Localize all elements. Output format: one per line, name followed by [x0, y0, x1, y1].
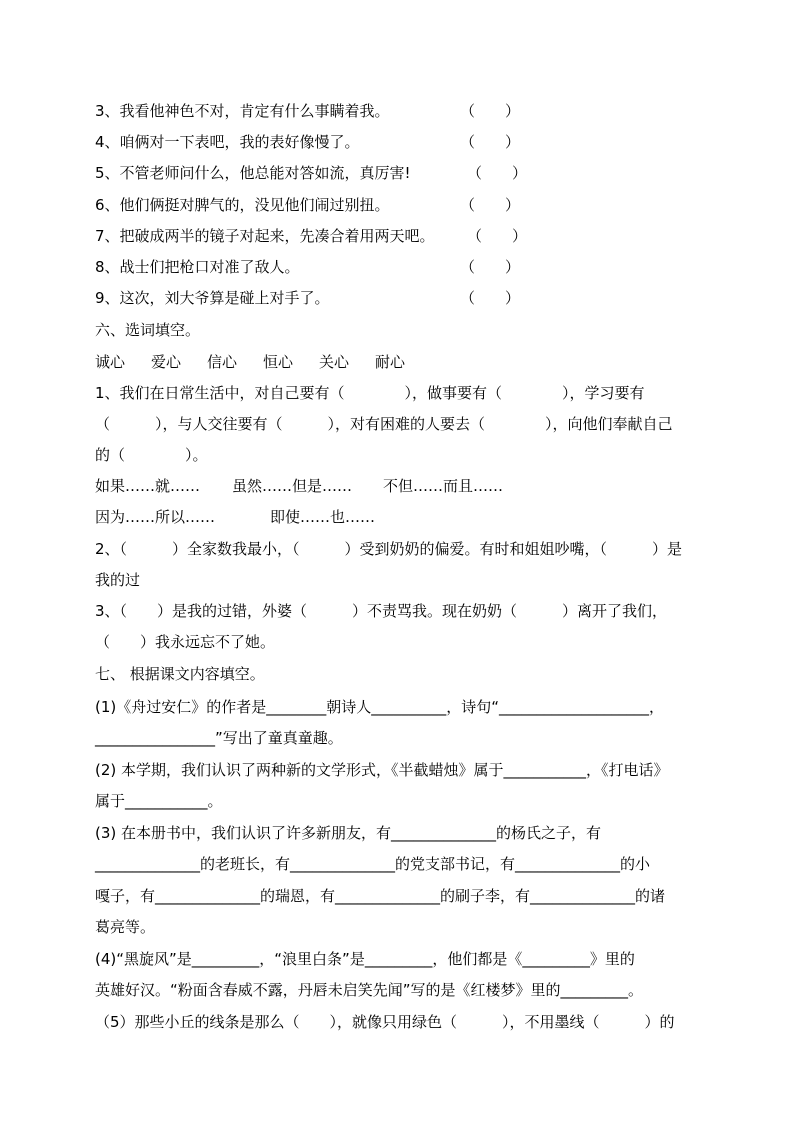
section-7-line-2: ________________”写出了童真童趣。	[95, 729, 343, 747]
section-7-line-3: (2) 本学期，我们认识了两种新的文学形式，《半截蜡烛》属于___________，《打电话》	[95, 761, 669, 779]
section-7-line-10: 英雄好汉。“粉面含春威不露，丹唇未启笑先闻”写的是《红楼梦》里的_________。	[95, 981, 644, 999]
section-7-line-1: (1)《舟过安仁》的作者是________朝诗人__________，诗句“____________________，	[95, 698, 665, 716]
fill-question-1-line-3: 的（ ）。	[95, 446, 208, 464]
word-bank-item: 信心	[207, 353, 238, 371]
section-7-line-9: (4)“黑旋风”是_________，“浪里白条”是_________，他们都是《_________》里的	[95, 950, 635, 968]
fill-question-3-line-1: 3、（ ）是我的过错，外婆（ ）不责骂我。现在奶奶（ ）离开了我们，	[95, 602, 668, 620]
fill-question-2-line-1: 2、（ ）全家数我最小，（ ）受到奶奶的偏爱。有时和姐姐吵嘴，（ ）是	[95, 540, 683, 558]
answer-paren: （ ）	[460, 196, 521, 214]
fill-question-1-line-2: （ ），与人交往要有（ ），对有困难的人要去（ ），向他们奉献自己	[95, 415, 673, 433]
section-7-line-8: 葛亮等。	[95, 918, 156, 936]
question-item-4: 4、咱俩对一下表吧，我的表好像慢了。 （ ）	[95, 133, 521, 151]
fill-question-1-line-1: 1、我们在日常生活中，对自己要有（ ），做事要有（ ），学习要有	[95, 384, 645, 402]
question-item-5: 5、不管老师问什么，他总能对答如流，真厉害! （ ）	[95, 164, 528, 182]
section-7-line-7: 嘎子，有______________的瑞恩，有______________的刷子李，有______________的诸	[95, 887, 666, 905]
answer-paren: （ ）	[460, 133, 521, 151]
fill-question-3-line-2: （ ）我永远忘不了她。	[95, 633, 276, 651]
section-7-line-6: ______________的老班长，有______________的党支部书记，有______________的小	[95, 855, 651, 873]
question-item-3: 3、我看他神色不对，肯定有什么事瞒着我。 （ ）	[95, 102, 521, 120]
question-item-6: 6、他们俩挺对脾气的，没见他们闹过别扭。 （ ）	[95, 196, 521, 214]
fill-question-2-line-2: 我的过	[95, 571, 141, 589]
conjunction-item: 虽然……但是……	[232, 477, 353, 495]
answer-paren: （ ）	[460, 289, 521, 307]
conjunction-item: 即使……也……	[270, 508, 376, 526]
word-bank-item: 耐心	[375, 353, 406, 371]
conjunction-item: 如果……就……	[95, 477, 201, 495]
conjunction-item: 不但……而且……	[383, 477, 504, 495]
word-bank-item: 诚心	[95, 353, 126, 371]
answer-paren: （ ）	[460, 258, 521, 276]
section-7-line-11: （5）那些小丘的线条是那么（ ），就像只用绿色（ ），不用墨线（ ）的	[95, 1013, 675, 1031]
word-bank-item: 爱心	[151, 353, 182, 371]
section-7-line-4: 属于___________。	[95, 792, 223, 810]
answer-paren: （ ）	[467, 227, 528, 245]
answer-paren: （ ）	[460, 102, 521, 120]
conjunction-item: 因为……所以……	[95, 508, 216, 526]
section-6-heading: 六、选词填空。	[95, 321, 201, 339]
word-bank-item: 关心	[319, 353, 350, 371]
word-bank-item: 恒心	[263, 353, 294, 371]
question-item-9: 9、这次，刘大爷算是碰上对手了。 （ ）	[95, 289, 521, 307]
question-item-7: 7、把破成两半的镜子对起来，先凑合着用两天吧。 （ ）	[95, 227, 528, 245]
section-7-heading: 七、 根据课文内容填空。	[95, 665, 265, 683]
answer-paren: （ ）	[467, 164, 528, 182]
section-7-line-5: (3) 在本册书中，我们认识了许多新朋友，有______________的杨氏之子，有	[95, 824, 602, 842]
question-item-8: 8、战士们把枪口对准了敌人。 （ ）	[95, 258, 521, 276]
